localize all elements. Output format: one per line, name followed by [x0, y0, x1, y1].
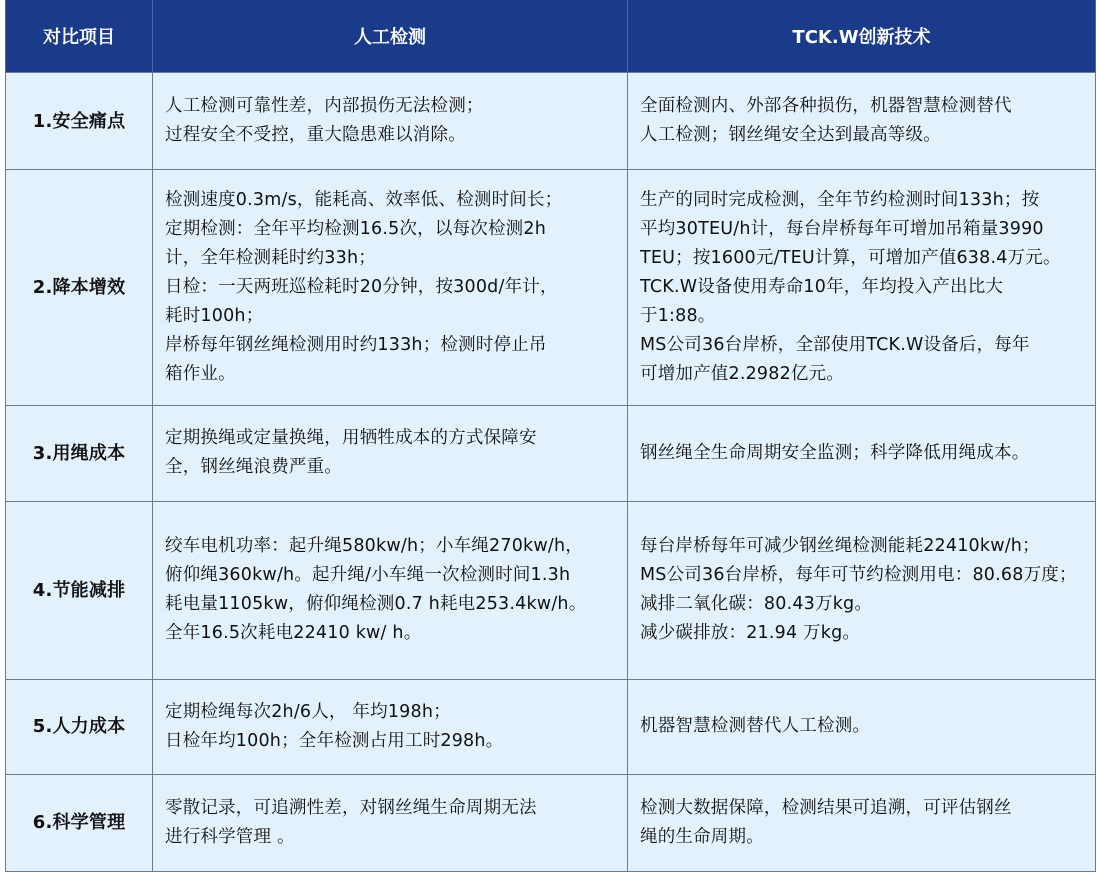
- header-tckw: TCK.W创新技术: [628, 0, 1096, 73]
- cell-line: TEU；按1600元/TEU计算，可增加产值638.4万元。: [640, 248, 1061, 269]
- cell-line: 箱作业。: [165, 364, 236, 385]
- manual-cell: [153, 774, 628, 871]
- manual-cell: [153, 679, 628, 774]
- table-row: [6, 406, 1096, 501]
- cell-line: 检测大数据保障，检测结果可追溯，可评估钢丝: [640, 797, 1012, 818]
- cell-line: 全，钢丝绳浪费严重。: [165, 457, 342, 478]
- cell-line: 日检：一天两班巡检耗时20分钟，按300d/年计，: [165, 277, 558, 298]
- cell-line: 全年16.5次耗电22410 kw/ h。: [165, 623, 422, 644]
- header-manual: 人工检测: [153, 0, 628, 73]
- manual-cell: [153, 170, 628, 406]
- cell-line: 绳的生命周期。: [640, 826, 764, 847]
- cell-line: 定期检绳每次2h/6人， 年均198h；: [165, 701, 451, 722]
- cell-line: 机器智慧检测替代人工检测。: [640, 716, 871, 737]
- table-row: [6, 170, 1096, 406]
- row-item-label: 3.用绳成本: [6, 406, 153, 501]
- cell-line: 于1:88。: [640, 306, 716, 327]
- manual-cell: [153, 73, 628, 170]
- row-item-label: 6.科学管理: [6, 774, 153, 871]
- row-item-label: 1.安全痛点: [6, 73, 153, 170]
- tckw-cell: [628, 170, 1096, 406]
- cell-line: TCK.W设备使用寿命10年，年均投入产出比大: [640, 277, 1004, 298]
- cell-line: 进行科学管理 。: [165, 826, 295, 847]
- cell-line: 耗电量1105kw，俯仰绳检测0.7 h耗电253.4kw/h。: [165, 594, 587, 615]
- cell-line: 检测速度0.3m/s，能耗高、效率低、检测时间长；: [165, 190, 563, 211]
- cell-line: 定期换绳或定量换绳，用牺牲成本的方式保障安: [165, 428, 537, 449]
- table-row: [6, 774, 1096, 871]
- cell-line: 日检年均100h；全年检测占用工时298h。: [165, 730, 504, 751]
- cell-line: 钢丝绳全生命周期安全监测；科学降低用绳成本。: [640, 442, 1030, 463]
- cell-line: 减少碳排放：21.94 万kg。: [640, 623, 861, 644]
- cell-line: 绞车电机功率：起升绳580kw/h；小车绳270kw/h，: [165, 536, 583, 557]
- cell-line: 全面检测内、外部各种损伤，机器智慧检测替代: [640, 96, 1012, 117]
- tckw-cell: [628, 406, 1096, 501]
- comparison-table: [5, 0, 1096, 872]
- cell-line: 岸桥每年钢丝绳检测用时约133h；检测时停止吊: [165, 335, 547, 356]
- tckw-cell: [628, 73, 1096, 170]
- tckw-cell: [628, 501, 1096, 679]
- header-row: [6, 0, 1096, 73]
- tckw-cell: [628, 679, 1096, 774]
- cell-line: 计，全年检测耗时约33h；: [165, 248, 376, 269]
- cell-line: 过程安全不受控，重大隐患难以消除。: [165, 125, 466, 146]
- cell-line: 可增加产值2.2982亿元。: [640, 364, 845, 385]
- cell-line: 定期检测：全年平均检测16.5次，以每次检测2h: [165, 219, 546, 240]
- tckw-cell: [628, 774, 1096, 871]
- cell-line: 每台岸桥每年可减少钢丝绳检测能耗22410kw/h；: [640, 536, 1040, 557]
- row-item-label: 5.人力成本: [6, 679, 153, 774]
- manual-cell: [153, 406, 628, 501]
- cell-line: 平均30TEU/h计，每台岸桥每年可增加吊箱量3990: [640, 219, 1044, 240]
- manual-cell: [153, 501, 628, 679]
- table-row: [6, 501, 1096, 679]
- row-item-label: 2.降本增效: [6, 170, 153, 406]
- header-item: 对比项目: [6, 0, 153, 73]
- cell-line: MS公司36台岸桥，每年可节约检测用电：80.68万度；: [640, 565, 1077, 586]
- table-row: [6, 679, 1096, 774]
- cell-line: 人工检测；钢丝绳安全达到最高等级。: [640, 125, 941, 146]
- cell-line: 人工检测可靠性差，内部损伤无法检测；: [165, 96, 484, 117]
- cell-line: 耗时100h；: [165, 306, 264, 327]
- cell-line: MS公司36台岸桥，全部使用TCK.W设备后，每年: [640, 335, 1030, 356]
- cell-line: 生产的同时完成检测，全年节约检测时间133h；按: [640, 190, 1040, 211]
- table-row: [6, 73, 1096, 170]
- row-item-label: 4.节能减排: [6, 501, 153, 679]
- cell-line: 俯仰绳360kw/h。起升绳/小车绳一次检测时间1.3h: [165, 565, 571, 586]
- cell-line: 减排二氧化碳：80.43万kg。: [640, 594, 873, 615]
- cell-line: 零散记录，可追溯性差，对钢丝绳生命周期无法: [165, 797, 537, 818]
